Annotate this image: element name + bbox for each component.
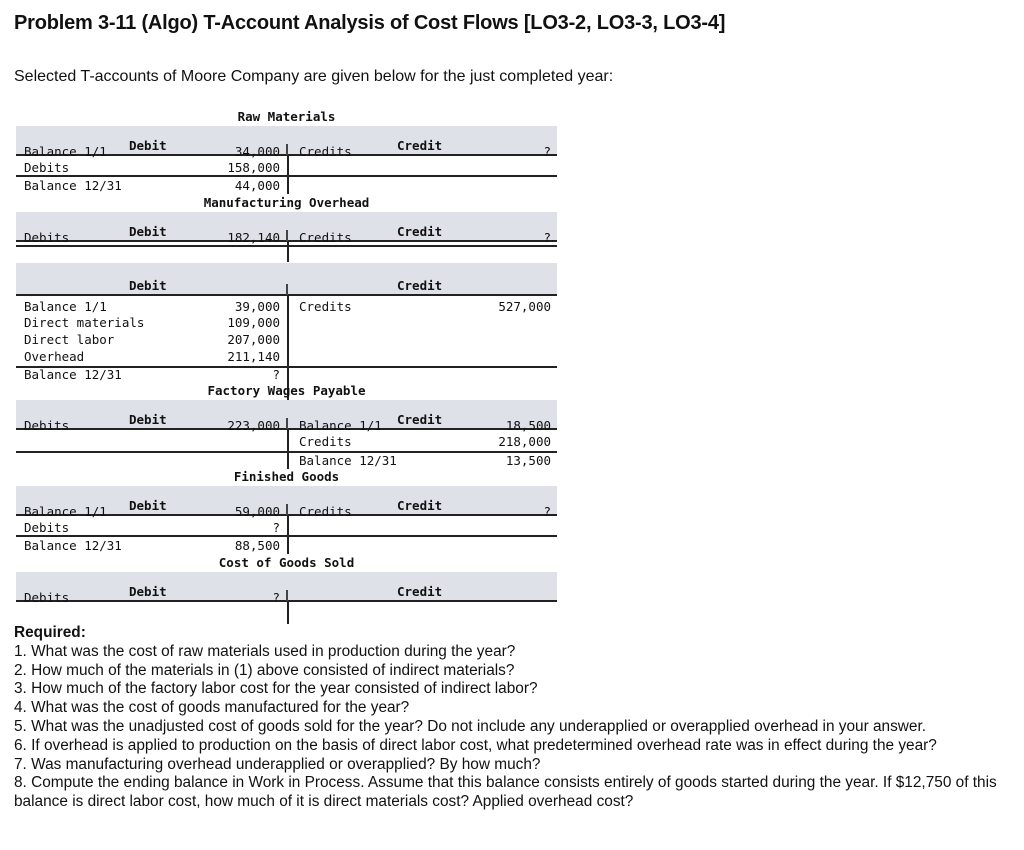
required-section xyxy=(14,624,1018,812)
debit-header: Debit xyxy=(129,412,167,427)
credit-value: ? xyxy=(543,144,551,159)
credit-label: Credits xyxy=(299,230,352,245)
debit-value: ? xyxy=(272,520,280,535)
required-item: 8. Compute the ending balance in Work in Process. Assume that this balance consists entirely of goods started during the year. If $12,750 of this balance is direct labor cost, how much of it is direct materials cost? Applied overhead cost? xyxy=(14,774,997,811)
credit-label: Balance 12/31 xyxy=(299,453,397,468)
account-title: Finished Goods xyxy=(233,469,340,484)
credit-header: Credit xyxy=(397,412,443,427)
debit-value: 158,000 xyxy=(227,160,280,175)
required-item: 7. Was manufacturing overhead underapplied or overapplied? By how much? xyxy=(14,755,541,773)
credit-header: Credit xyxy=(397,498,443,513)
debit-label: Balance 12/31 xyxy=(24,367,122,382)
account-header xyxy=(16,212,557,242)
debit-value: 88,500 xyxy=(234,538,280,553)
debit-value: ? xyxy=(272,590,280,605)
required-item: 4. What was the cost of goods manufactured for the year? xyxy=(14,699,410,717)
debit-value: 182,140 xyxy=(227,230,280,245)
debit-header: Debit xyxy=(129,278,167,293)
credit-label: Balance 1/1 xyxy=(299,418,382,433)
debit-value: 59,000 xyxy=(234,504,280,519)
credit-header: Credit xyxy=(397,584,443,599)
debit-value: 34,000 xyxy=(234,144,280,159)
credit-value: 18,500 xyxy=(505,418,551,433)
required-item: 2. How much of the materials in (1) above consisted of indirect materials? xyxy=(14,661,515,679)
credit-header: Credit xyxy=(397,138,443,153)
credit-header: Credit xyxy=(397,224,443,239)
account-title: Manufacturing Overhead xyxy=(203,195,370,210)
debit-label: Balance 1/1 xyxy=(24,504,107,519)
debit-label: Debits xyxy=(24,520,70,535)
debit-value: 109,000 xyxy=(227,315,280,330)
debit-value: 207,000 xyxy=(227,332,280,347)
account-title: Raw Materials xyxy=(237,109,336,124)
debit-label: Debits xyxy=(24,590,70,605)
credit-label: Credits xyxy=(299,504,352,519)
page-title: Problem 3-11 (Algo) T-Account Analysis of Cost Flows [LO3-2, LO3-3, LO3-4] xyxy=(14,12,726,34)
credit-label: Credits xyxy=(299,434,352,449)
account-header xyxy=(16,263,557,296)
credit-label: Credits xyxy=(299,299,352,314)
debit-label: Debits xyxy=(24,160,70,175)
required-item: 5. What was the unadjusted cost of goods sold for the year? Do not include any underapplied or overapplied overhead in your answer. xyxy=(14,717,927,735)
debit-label: Balance 1/1 xyxy=(24,144,107,159)
debit-label: Debits xyxy=(24,230,70,245)
account-title: Cost of Goods Sold xyxy=(218,555,355,570)
credit-header: Credit xyxy=(397,278,443,293)
required-item: 1. What was the cost of raw materials used in production during the year? xyxy=(14,642,516,660)
account-header xyxy=(16,400,557,430)
debit-header: Debit xyxy=(129,584,167,599)
credit-value: ? xyxy=(543,504,551,519)
debit-value: 211,140 xyxy=(227,349,280,364)
debit-value: 44,000 xyxy=(234,178,280,193)
debit-header: Debit xyxy=(129,498,167,513)
debit-label: Direct materials xyxy=(24,315,145,330)
debit-label: Balance 12/31 xyxy=(24,538,122,553)
required-heading: Required: xyxy=(14,624,86,641)
debit-label: Direct labor xyxy=(24,332,115,347)
credit-label: Credits xyxy=(299,144,352,159)
credit-value: 13,500 xyxy=(505,453,551,468)
debit-header: Debit xyxy=(129,224,167,239)
required-item: 3. How much of the factory labor cost for the year consisted of indirect labor? xyxy=(14,680,538,698)
account-title: Factory Wages Payable xyxy=(207,383,366,398)
debit-header: Debit xyxy=(129,138,167,153)
debit-value: 223,000 xyxy=(227,418,280,433)
debit-label: Overhead xyxy=(24,349,85,364)
account-header xyxy=(16,572,557,602)
credit-value: ? xyxy=(543,230,551,245)
debit-label: Debits xyxy=(24,418,70,433)
debit-label: Balance 1/1 xyxy=(24,299,107,314)
credit-value: 527,000 xyxy=(498,299,551,314)
credit-value: 218,000 xyxy=(498,434,551,449)
debit-label: Balance 12/31 xyxy=(24,178,122,193)
debit-value: ? xyxy=(272,367,280,382)
required-item: 6. If overhead is applied to production on the basis of direct labor cost, what predetermined overhead rate was in effect during the year? xyxy=(14,736,937,754)
intro-text: Selected T-accounts of Moore Company are given below for the just completed year: xyxy=(14,68,614,85)
debit-value: 39,000 xyxy=(234,299,280,314)
